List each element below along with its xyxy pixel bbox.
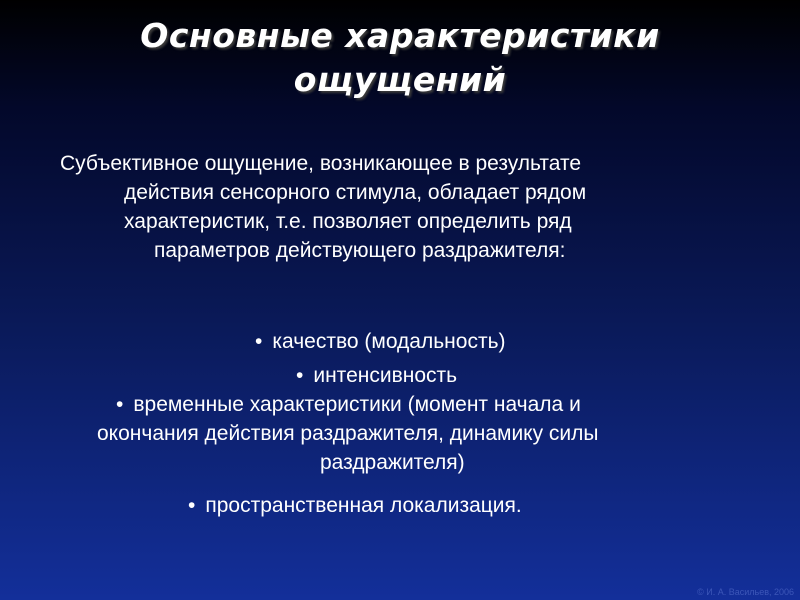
slide-title-line-2: ощущений [293,60,507,99]
bullet-item-intensity [0,361,800,390]
bullet-item-spatial [0,491,800,520]
bullet-item-quality [0,327,800,356]
intro-paragraph [60,149,750,265]
bullet-text-line-3: раздражителя) [320,451,465,474]
bullet-text: пространственная локализация. [205,494,522,517]
bullet-icon: • [296,364,304,387]
copyright-note: © И. А. Васильев, 2006 [697,587,794,597]
bullet-text: временные характеристики (момент начала и [133,393,581,416]
bullet-text-line-1 [0,390,800,419]
slide-title-line-1: Основные характеристики [140,16,660,55]
bullet-text-line-2: окончания действия раздражителя, динамику силы [97,422,599,445]
bullet-list [0,327,800,520]
bullet-icon: • [188,494,196,517]
bullet-icon: • [116,393,124,416]
slide-title [0,14,800,102]
bullet-icon: • [255,330,263,353]
bullet-text: интенсивность [313,364,458,387]
intro-line-1: Субъективное ощущение, возникающее в результате [60,152,582,175]
bullet-item-temporal [0,390,800,477]
intro-line-2: действия сенсорного стимула, обладает рядом [124,181,587,204]
bullet-text: качество (модальность) [272,330,506,353]
intro-line-4: параметров действующего раздражителя: [154,239,566,262]
intro-line-3: характеристик, т.е. позволяет определить ряд [124,210,572,233]
